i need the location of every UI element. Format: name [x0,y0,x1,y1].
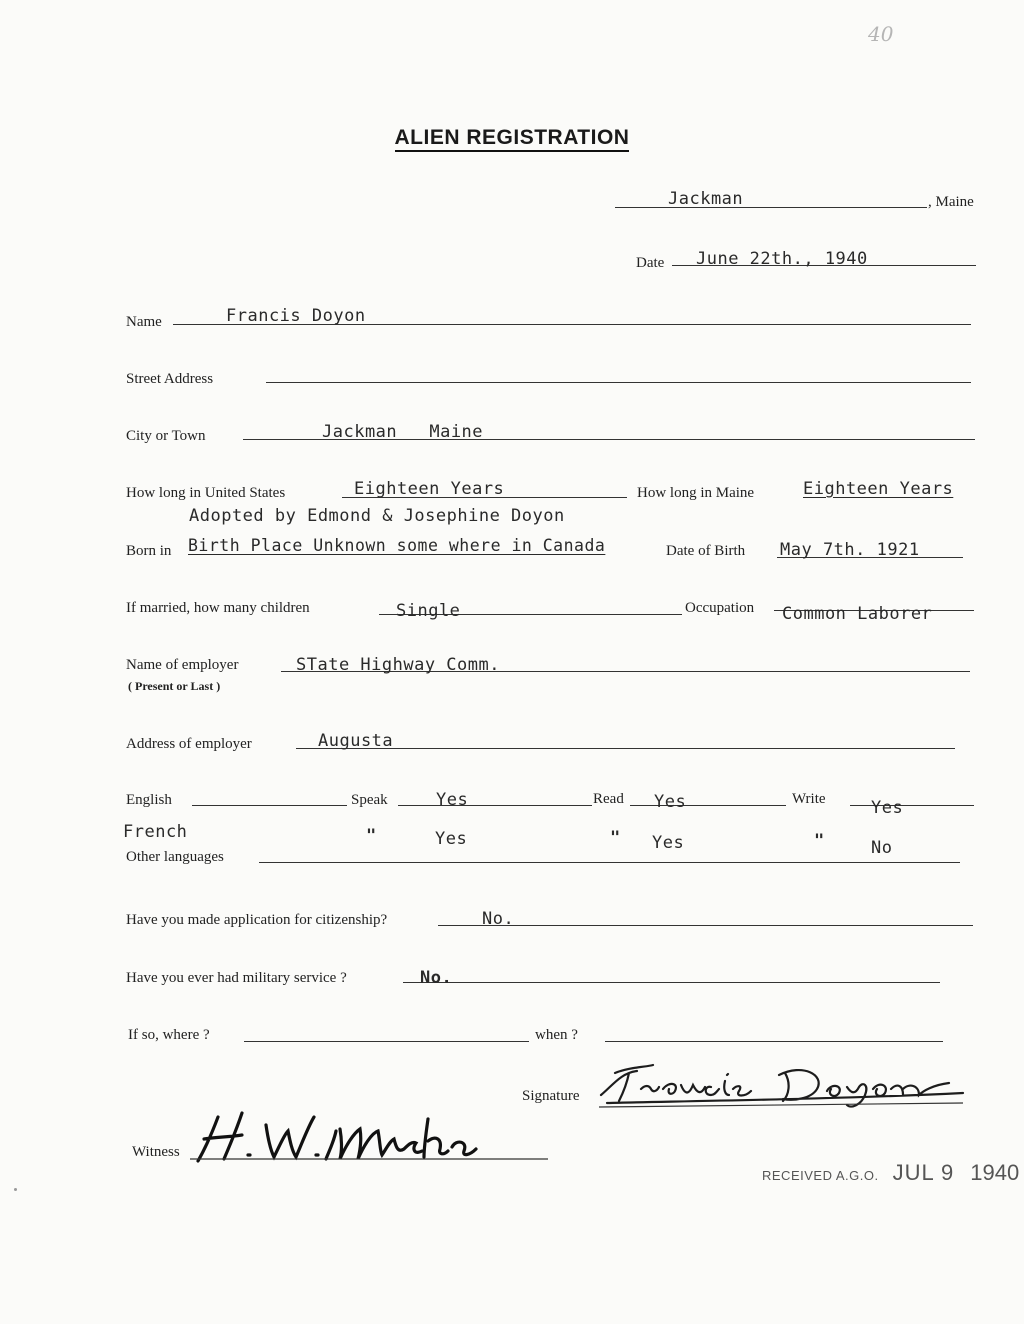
french-label: French [123,822,188,842]
date-value: June 22th., 1940 [696,249,868,269]
english-write-value: Yes [871,798,904,818]
name-label: Name [126,314,162,330]
dob-value: May 7th. 1921 [780,540,920,560]
employer-address-line [296,748,955,749]
english-read-value: Yes [654,792,687,812]
form-title-text: ALIEN REGISTRATION [395,126,630,152]
occupation-value: Common Laborer [782,604,933,624]
french-read-value: Yes [652,833,685,853]
witness-signature [190,1105,550,1165]
when-line [605,1041,943,1042]
how-long-us-label: How long in United States [126,485,286,501]
employer-value: STate Highway Comm. [296,655,500,675]
french-speak-value: Yes [435,829,468,849]
employer-address-label: Address of employer [126,736,252,752]
english-line [192,805,347,806]
write-line [850,805,974,806]
where-line [244,1041,529,1042]
stamp-month-day: JUL 9 [892,1160,955,1185]
employer-address-value: Augusta [318,731,394,751]
when-label: when ? [535,1027,578,1043]
french-read-ditto: " [610,828,621,848]
stamp-received-text: RECEIVED A.G.O. [762,1168,879,1183]
applicant-signature [593,1055,973,1115]
employer-label: Name of employer [126,657,239,673]
form-title [0,126,1024,150]
city-value: Jackman Maine [322,422,484,442]
state-label: , Maine [928,194,974,210]
citizenship-line [438,925,973,926]
how-long-maine-label: How long in Maine [637,485,755,501]
speak-line [398,805,592,806]
citizenship-value: No. [482,909,515,929]
other-languages-label: Other languages [126,849,224,865]
how-long-us-value: Eighteen Years [354,479,505,499]
write-label: Write [792,791,826,807]
street-line [266,382,971,383]
military-label: Have you ever had military service ? [126,970,347,986]
paper-speck [14,1188,17,1191]
dob-label: Date of Birth [666,543,746,559]
military-value: No. [420,968,453,988]
english-speak-value: Yes [436,790,469,810]
speak-label: Speak [351,792,388,808]
how-long-maine-value: Eighteen Years [803,479,954,499]
name-value: Francis Doyon [226,306,366,326]
children-value: Single [396,601,461,621]
town-line [615,207,927,208]
date-label: Date [636,255,665,271]
children-label: If married, how many children [126,600,310,616]
page-number-mark: 40 [868,22,894,46]
military-line [403,982,940,983]
occupation-label: Occupation [685,600,755,616]
street-label: Street Address [126,371,214,387]
stamp-year: 1940 [970,1160,1020,1185]
where-label: If so, where ? [128,1027,210,1043]
born-value: Birth Place Unknown some where in Canada [188,536,606,555]
employer-sublabel: ( Present or Last ) [128,679,221,693]
city-label: City or Town [126,428,206,444]
french-write-ditto: " [814,831,825,851]
citizenship-label: Have you made application for citizenship? [126,912,388,928]
signature-label: Signature [522,1088,580,1104]
french-write-value: No [871,838,893,858]
read-label: Read [593,791,624,807]
other-languages-line [259,862,960,863]
english-label: English [126,792,172,808]
adoption-note: Adopted by Edmond & Josephine Doyon [189,506,565,526]
witness-label: Witness [132,1144,180,1160]
town-value: Jackman [668,189,744,209]
french-speak-ditto: " [366,826,377,846]
born-label: Born in [126,543,172,559]
received-stamp [762,1160,1019,1186]
